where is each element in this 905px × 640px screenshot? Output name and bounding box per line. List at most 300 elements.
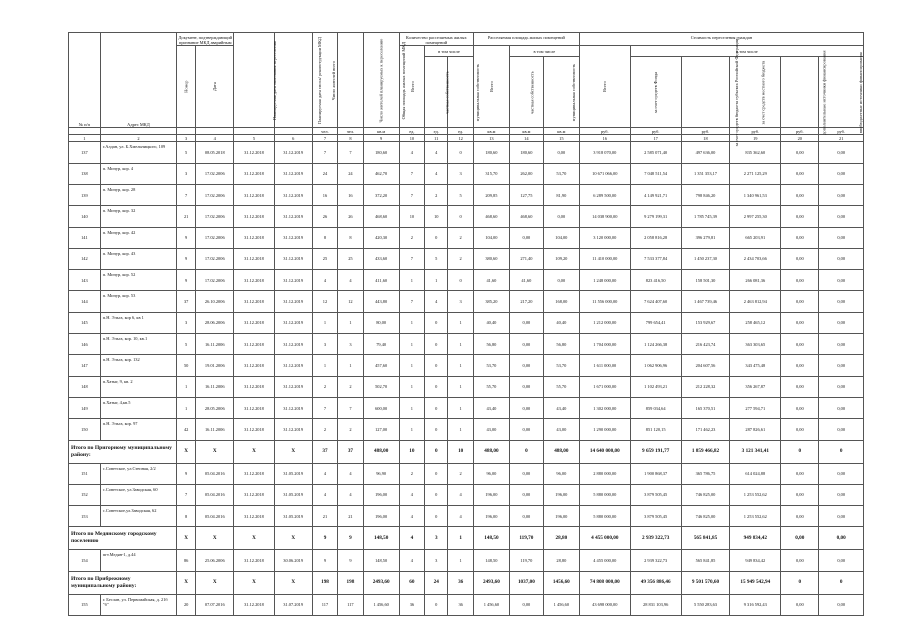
- row-cell: 28 831 103,96: [630, 594, 681, 615]
- total-cell: 198: [312, 571, 337, 594]
- row-cell: 1: [312, 355, 337, 376]
- row-cell: 746 825,00: [681, 506, 730, 527]
- row-cell: 31.12.2019: [274, 419, 312, 440]
- row-cell: 0,00: [819, 550, 864, 571]
- row-cell: 217,20: [509, 291, 543, 312]
- row-cell: 16: [338, 185, 363, 206]
- row-cell: 4: [399, 484, 424, 505]
- row-cell: 2 585 071,40: [630, 142, 681, 163]
- row-cell: 8: [312, 227, 337, 248]
- row-cell: 4: [312, 463, 337, 484]
- row-cell: 05.04.2016: [196, 506, 234, 527]
- unit-cell: руб.: [819, 128, 864, 135]
- row-cell: 4: [399, 550, 424, 571]
- total-cell: 488,00: [473, 440, 509, 463]
- row-cell: 25: [312, 248, 337, 269]
- row-cell: 127,75: [509, 185, 543, 206]
- table-row: [69, 142, 864, 163]
- column-number-cell: 16: [579, 135, 630, 142]
- row-cell: 4: [338, 484, 363, 505]
- row-cell: 81,90: [543, 185, 579, 206]
- row-cell: 0: [425, 355, 448, 376]
- row-cell: 196,00: [473, 506, 509, 527]
- row-cell: 0,00: [819, 163, 864, 184]
- row-number: 142: [69, 248, 101, 269]
- column-number-cell: 12: [448, 135, 473, 142]
- row-cell: 0,00: [509, 397, 543, 418]
- row-cell: 31.12.2018: [234, 397, 274, 418]
- row-cell: 7 624 407,60: [630, 291, 681, 312]
- row-cell: 0,00: [819, 227, 864, 248]
- row-cell: 53,70: [543, 355, 579, 376]
- row-cell: 0,00: [819, 397, 864, 418]
- row-cell: 0,00: [819, 594, 864, 615]
- column-number-cell: 19: [730, 135, 781, 142]
- row-cell: 12: [338, 291, 363, 312]
- total-cell: 9 659 191,77: [630, 440, 681, 463]
- row-cell: 1: [448, 376, 473, 397]
- row-cell: 851 120,15: [630, 419, 681, 440]
- row-cell: 31.12.2018: [234, 312, 274, 333]
- row-number: 140: [69, 206, 101, 227]
- row-cell: 0,00: [781, 506, 819, 527]
- total-cell: 14 640 000,00: [579, 440, 630, 463]
- row-cell: 0: [425, 334, 448, 355]
- row-cell: 43,00: [473, 419, 509, 440]
- row-cell: 31.12.2019: [274, 376, 312, 397]
- row-cell: 2 880 000,00: [579, 463, 630, 484]
- row-cell: 21: [338, 506, 363, 527]
- row-cell: 1 290 000,00: [579, 419, 630, 440]
- row-cell: 37: [177, 291, 196, 312]
- row-cell: 4: [399, 142, 424, 163]
- row-cell: 799 654,41: [630, 312, 681, 333]
- row-cell: 117: [312, 594, 337, 615]
- row-cell: 31.12.2019: [274, 397, 312, 418]
- row-cell: 3 120 000,00: [579, 227, 630, 248]
- row-cell: 3: [338, 334, 363, 355]
- row-cell: 271,40: [509, 248, 543, 269]
- total-cell: 148,50: [473, 527, 509, 550]
- row-cell: 31.12.2018: [234, 270, 274, 291]
- row-cell: 1: [399, 270, 424, 291]
- row-cell: 119,70: [509, 550, 543, 571]
- housing-relocation-table: [68, 32, 864, 616]
- row-cell: 0,00: [509, 506, 543, 527]
- row-cell: 2: [448, 227, 473, 248]
- row-cell: 9: [338, 550, 363, 571]
- total-cell: 15 949 542,94: [730, 571, 781, 594]
- unit-cell: руб.: [579, 128, 630, 135]
- total-row: [69, 571, 864, 594]
- row-cell: 746 825,00: [681, 484, 730, 505]
- table-row: [69, 506, 864, 527]
- row-cell: 0,00: [781, 419, 819, 440]
- row-cell: 28.05.2006: [196, 397, 234, 418]
- row-cell: 26: [338, 206, 363, 227]
- row-number: 147: [69, 355, 101, 376]
- row-cell: 0,00: [509, 334, 543, 355]
- unit-cell: [274, 128, 312, 135]
- row-cell: 497 636,00: [681, 142, 730, 163]
- row-cell: 26.10.2006: [196, 291, 234, 312]
- row-cell: 08.05.2018: [196, 142, 234, 163]
- row-cell: 109,20: [543, 248, 579, 269]
- column-number-cell: 9: [363, 135, 399, 142]
- row-cell: 4 149 921,71: [630, 185, 681, 206]
- row-cell: 42: [177, 419, 196, 440]
- row-cell: 1 467 739,46: [681, 291, 730, 312]
- cost-extra2-header: внебюджетные источники финансирования: [819, 57, 864, 128]
- row-cell: 168,00: [543, 291, 579, 312]
- row-cell: 0,00: [819, 355, 864, 376]
- row-cell: 31.12.2019: [274, 334, 312, 355]
- row-cell: 31.12.2018: [234, 163, 274, 184]
- row-cell: 43,40: [543, 397, 579, 418]
- total-area-header: Общая площадь жилых помещений МКД: [363, 33, 399, 128]
- row-cell: 1: [177, 376, 196, 397]
- column-number-cell: 17: [630, 135, 681, 142]
- row-cell: 196,00: [543, 484, 579, 505]
- row-cell: 5: [177, 142, 196, 163]
- row-cell: 614 024,88: [730, 463, 781, 484]
- row-cell: 43,00: [543, 419, 579, 440]
- unit-cell: кв.м: [509, 128, 543, 135]
- total-cell: X: [177, 571, 196, 594]
- row-cell: 86: [177, 550, 196, 571]
- row-cell: 180,60: [509, 142, 543, 163]
- row-cell: 7: [338, 142, 363, 163]
- unit-cell: [177, 128, 196, 135]
- total-cell: 2493,60: [363, 571, 399, 594]
- row-address: п.Хатыг, 4,кв.5: [100, 397, 176, 418]
- count-municipal-header: муниципальная собственность: [448, 57, 473, 128]
- row-cell: 1: [448, 397, 473, 418]
- row-cell: 1: [448, 419, 473, 440]
- row-cell: 7: [177, 484, 196, 505]
- row-cell: 1 340 961,53: [730, 185, 781, 206]
- row-cell: 7 533 377,84: [630, 248, 681, 269]
- row-cell: 0,00: [781, 550, 819, 571]
- row-cell: 411,60: [363, 270, 399, 291]
- row-cell: 3: [177, 312, 196, 333]
- data-table: [68, 32, 864, 616]
- row-cell: 0,00: [781, 355, 819, 376]
- row-cell: 31.12.2019: [274, 355, 312, 376]
- row-cell: 31.12.2018: [234, 463, 274, 484]
- row-cell: 55,70: [473, 376, 509, 397]
- row-cell: 1: [399, 355, 424, 376]
- row-cell: 4: [425, 142, 448, 163]
- row-cell: 4: [448, 484, 473, 505]
- total-cell: 0: [509, 440, 543, 463]
- total-cell: 1: [448, 527, 473, 550]
- total-cell: 1037,00: [509, 571, 543, 594]
- total-row: [69, 440, 864, 463]
- total-cell: 9: [338, 527, 363, 550]
- row-cell: 0: [448, 270, 473, 291]
- total-cell: 28,80: [543, 527, 579, 550]
- row-cell: 835 362,60: [730, 142, 781, 163]
- cost-local-header: за счет средств местного бюджета: [730, 57, 781, 128]
- row-cell: 3 879 505,45: [630, 506, 681, 527]
- total-cell: X: [177, 440, 196, 463]
- count-all-header: Всего: [399, 46, 424, 128]
- row-cell: 1 212 000,00: [579, 312, 630, 333]
- row-number: 152: [69, 484, 101, 505]
- row-cell: 31.12.2019: [274, 270, 312, 291]
- table-row: [69, 355, 864, 376]
- row-number: 155: [69, 594, 101, 615]
- row-cell: 80,00: [363, 312, 399, 333]
- row-address: г.Алдан, ул. Б.Хмельницкого, 109: [100, 142, 176, 163]
- row-cell: 7: [312, 397, 337, 418]
- total-cell: 198: [338, 571, 363, 594]
- row-cell: 0,00: [781, 185, 819, 206]
- count-group-header: Количество расселяемых жилых помещений: [399, 33, 473, 46]
- area-municipal-header: муниципальная собственность: [543, 57, 579, 128]
- row-cell: 468,60: [363, 206, 399, 227]
- row-cell: 0,00: [819, 334, 864, 355]
- unit-cell: [69, 128, 101, 135]
- row-cell: 2 058 816,28: [630, 227, 681, 248]
- row-cell: 4: [338, 463, 363, 484]
- row-cell: 2: [312, 376, 337, 397]
- row-cell: 104,00: [473, 227, 509, 248]
- total-cell: 9 501 570,60: [681, 571, 730, 594]
- doc-group-header: Документ, подтверждающий признание МКД аварийным: [177, 33, 234, 46]
- row-cell: 1: [338, 312, 363, 333]
- row-cell: 262,00: [509, 163, 543, 184]
- unit-cell: руб.: [730, 128, 781, 135]
- row-address: п. Мичур, кор. 32: [100, 206, 176, 227]
- row-cell: 31.12.2018: [234, 376, 274, 397]
- unit-cell: [234, 128, 274, 135]
- row-cell: 43,40: [473, 397, 509, 418]
- row-cell: 1: [312, 312, 337, 333]
- row-cell: 7: [399, 291, 424, 312]
- row-address: п.Н. Эльга, кор. 97: [100, 419, 176, 440]
- row-cell: 1: [399, 397, 424, 418]
- total-cell: 0: [819, 571, 864, 594]
- row-cell: 2: [448, 248, 473, 269]
- total-cell: X: [234, 571, 274, 594]
- row-cell: 2: [312, 419, 337, 440]
- count-private-header: частная собственность: [425, 57, 448, 128]
- unit-cell: ед.: [425, 128, 448, 135]
- total-cell: 74 808 000,00: [579, 571, 630, 594]
- row-cell: 17.02.2006: [196, 206, 234, 227]
- table-body: [69, 128, 864, 616]
- total-cell: X: [177, 527, 196, 550]
- row-cell: 2: [338, 419, 363, 440]
- row-cell: 16.11.2006: [196, 419, 234, 440]
- table-row: [69, 206, 864, 227]
- row-number: 146: [69, 334, 101, 355]
- row-cell: 7 048 511,54: [630, 163, 681, 184]
- row-number: 139: [69, 185, 101, 206]
- doc-date-header: Дата: [196, 46, 234, 128]
- total-cell: X: [196, 440, 234, 463]
- row-cell: 0,00: [509, 227, 543, 248]
- column-number-cell: 11: [425, 135, 448, 142]
- row-cell: 196,00: [363, 484, 399, 505]
- row-cell: 1: [177, 397, 196, 418]
- total-cell: 148,50: [363, 527, 399, 550]
- row-address: п.Хатыг, 9, кв. 2: [100, 376, 176, 397]
- row-cell: 53,70: [543, 163, 579, 184]
- row-cell: 31.12.2019: [274, 248, 312, 269]
- row-address: п.Н. Эльга, кор 6, кв 1: [100, 312, 176, 333]
- row-cell: 396 279,81: [681, 227, 730, 248]
- row-cell: 258 465,12: [730, 312, 781, 333]
- row-cell: 443,80: [363, 291, 399, 312]
- unit-cell: кв.м: [543, 128, 579, 135]
- unit-cell: ед.: [448, 128, 473, 135]
- count-incl-header: в том числе: [425, 46, 474, 57]
- row-cell: 1 456,60: [543, 594, 579, 615]
- total-cell: 2493,60: [473, 571, 509, 594]
- row-address: п.Н. Эльга, кор. 132: [100, 355, 176, 376]
- row-cell: 7: [312, 142, 337, 163]
- row-cell: 2: [425, 185, 448, 206]
- total-cell: 49 356 886,46: [630, 571, 681, 594]
- row-address: п. Мичур, кор. 52: [100, 270, 176, 291]
- row-address: п. Мичур, кор. 42: [100, 227, 176, 248]
- row-cell: 0,00: [781, 463, 819, 484]
- row-cell: 25.06.2006: [196, 550, 234, 571]
- row-cell: 0,00: [781, 206, 819, 227]
- row-cell: 2 997 255,30: [730, 206, 781, 227]
- row-cell: 0,00: [509, 355, 543, 376]
- total-cell: X: [234, 440, 274, 463]
- row-cell: 31.05.2019: [274, 506, 312, 527]
- row-cell: 55,70: [543, 376, 579, 397]
- row-cell: 3: [177, 163, 196, 184]
- row-cell: 0,00: [509, 312, 543, 333]
- row-cell: 0: [425, 227, 448, 248]
- row-cell: 0,00: [543, 270, 579, 291]
- row-cell: 5 550 283,63: [681, 594, 730, 615]
- column-number-cell: 3: [177, 135, 196, 142]
- column-number-cell: 1: [69, 135, 101, 142]
- area-incl-header: в том числе: [509, 46, 579, 57]
- row-cell: 0: [425, 312, 448, 333]
- row-cell: 0,00: [509, 594, 543, 615]
- column-number-cell: 6: [274, 135, 312, 142]
- row-cell: 14 038 900,00: [579, 206, 630, 227]
- row-address: пгт.Медян-1, д.44: [100, 550, 176, 571]
- row-cell: 153 929,67: [681, 312, 730, 333]
- row-cell: 4 455 000,00: [579, 550, 630, 571]
- row-cell: 21: [312, 506, 337, 527]
- row-number: 145: [69, 312, 101, 333]
- row-cell: 457,60: [363, 355, 399, 376]
- total-cell: 10: [448, 440, 473, 463]
- row-cell: 1: [399, 376, 424, 397]
- row-cell: 31.12.2018: [234, 355, 274, 376]
- planned-end-header: Планируемая дата окончания переселения: [234, 33, 274, 128]
- total-cell: X: [274, 440, 312, 463]
- unit-cell: [196, 128, 234, 135]
- row-cell: 1 253 552,62: [730, 484, 781, 505]
- row-cell: 1 248 000,00: [579, 270, 630, 291]
- row-cell: 31.12.2019: [274, 291, 312, 312]
- total-cell: 24: [425, 571, 448, 594]
- total-cell: 119,70: [509, 527, 543, 550]
- total-cell: 565 841,85: [681, 527, 730, 550]
- row-address: п. Мичур, кор. 43: [100, 248, 176, 269]
- row-cell: 5: [448, 185, 473, 206]
- row-cell: 1 456,60: [473, 594, 509, 615]
- row-cell: 24: [312, 163, 337, 184]
- row-cell: 31.05.2019: [274, 484, 312, 505]
- area-all-header: Всего: [473, 46, 509, 128]
- cost-fund-header: за счет средств Фонда: [630, 57, 681, 128]
- row-cell: 287 826,61: [730, 419, 781, 440]
- total-label: Итого по Пригорному муниципальному району:: [69, 440, 177, 463]
- row-cell: 7: [177, 185, 196, 206]
- column-number-cell: 8: [338, 135, 363, 142]
- row-cell: 0,00: [819, 312, 864, 333]
- row-cell: 10: [399, 206, 424, 227]
- row-cell: 1: [399, 419, 424, 440]
- row-cell: 96,90: [363, 463, 399, 484]
- row-cell: 277 594,71: [730, 397, 781, 418]
- table-row: [69, 163, 864, 184]
- row-cell: 1: [448, 355, 473, 376]
- row-cell: 385,20: [473, 291, 509, 312]
- row-cell: 4: [425, 291, 448, 312]
- table-row: [69, 594, 864, 615]
- row-cell: 798 846,20: [681, 185, 730, 206]
- table-row: [69, 419, 864, 440]
- row-cell: 158 501,30: [681, 270, 730, 291]
- row-cell: 433,60: [363, 248, 399, 269]
- row-cell: 148,50: [473, 550, 509, 571]
- row-cell: 196,00: [543, 506, 579, 527]
- total-cell: X: [274, 527, 312, 550]
- row-cell: 28.06.2006: [196, 312, 234, 333]
- row-number: 151: [69, 463, 101, 484]
- row-cell: 5 880 000,00: [579, 484, 630, 505]
- row-cell: 7: [399, 185, 424, 206]
- row-cell: 1 253 552,62: [730, 506, 781, 527]
- row-cell: 31.12.2019: [274, 185, 312, 206]
- col-num-header: № п/п: [69, 33, 101, 128]
- row-cell: 31.12.2018: [234, 550, 274, 571]
- row-address: с.Советское, ул.Заводская, 60: [100, 484, 176, 505]
- row-cell: 0: [425, 463, 448, 484]
- column-number-cell: 21: [819, 135, 864, 142]
- row-cell: 0,00: [781, 248, 819, 269]
- unit-cell: [100, 128, 176, 135]
- row-number: 148: [69, 376, 101, 397]
- row-cell: 462,70: [363, 163, 399, 184]
- row-cell: 1 900 868,37: [630, 463, 681, 484]
- unit-cell: кв.м: [473, 128, 509, 135]
- row-cell: 949 834,42: [730, 550, 781, 571]
- row-cell: 0,00: [819, 484, 864, 505]
- row-cell: 165 370,51: [681, 397, 730, 418]
- column-number-cell: 5: [234, 135, 274, 142]
- row-number: 138: [69, 163, 101, 184]
- row-cell: 468,60: [509, 206, 543, 227]
- row-cell: 11 410 000,00: [579, 248, 630, 269]
- row-cell: 3: [448, 163, 473, 184]
- row-cell: 31.12.2019: [274, 206, 312, 227]
- row-cell: 171 462,23: [681, 419, 730, 440]
